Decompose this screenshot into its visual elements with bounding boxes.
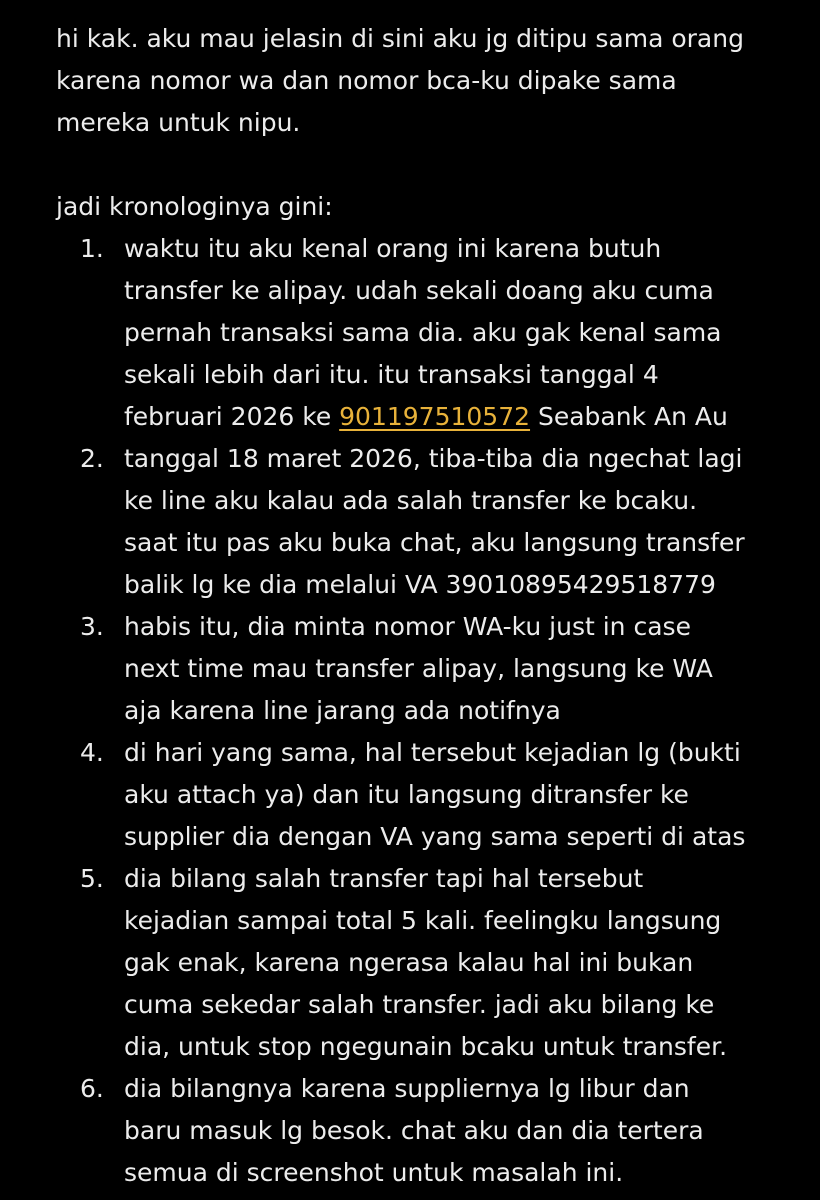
list-item-line: waktu itu aku kenal orang ini karena butuh <box>124 234 662 263</box>
list-item-line: cuma sekedar salah transfer. jadi aku bilang ke <box>124 990 715 1019</box>
list-item-line: ke line aku kalau ada salah transfer ke bcaku. <box>124 486 698 515</box>
list-item-line: kejadian sampai total 5 kali. feelingku langsung <box>124 906 722 935</box>
list-item-line: gak enak, karena ngerasa kalau hal ini bukan <box>124 948 694 977</box>
list-item-line-with-link <box>124 396 796 438</box>
link-prefix-text: februari 2026 ke <box>124 402 340 431</box>
list-item <box>56 228 796 438</box>
list-item-line: dia bilang salah transfer tapi hal tersebut <box>124 864 644 893</box>
intro-line: hi kak. aku mau jelasin di sini aku jg ditipu sama orang <box>56 24 744 53</box>
intro-line: karena nomor wa dan nomor bca-ku dipake sama <box>56 66 677 95</box>
list-item-line: sekali lebih dari itu. itu transaksi tanggal 4 <box>124 360 659 389</box>
intro-paragraph <box>56 18 796 144</box>
list-item-line: habis itu, dia minta nomor WA-ku just in case <box>124 612 691 641</box>
list-item-line: dia bilangnya karena suppliernya lg libur dan <box>124 1074 690 1103</box>
list-item-line: tanggal 18 maret 2026, tiba-tiba dia ngechat lagi <box>124 444 743 473</box>
list-item <box>56 438 796 606</box>
list-item-line: aja karena line jarang ada notifnya <box>124 696 561 725</box>
note-body <box>56 18 796 1194</box>
account-number-link[interactable]: 901197510572 <box>339 402 531 431</box>
list-item-line: saat itu pas aku buka chat, aku langsung transfer <box>124 528 745 557</box>
list-item <box>56 1068 796 1194</box>
list-item-line: pernah transaksi sama dia. aku gak kenal sama <box>124 318 722 347</box>
chronology-heading: jadi kronologinya gini: <box>56 192 333 221</box>
list-item <box>56 732 796 858</box>
list-item-number: 4. <box>80 738 104 767</box>
list-item-line: semua di screenshot untuk masalah ini. <box>124 1158 624 1187</box>
list-item-line: dia, untuk stop ngegunain bcaku untuk transfer. <box>124 1032 728 1061</box>
link-suffix-text: Seabank An Au <box>530 402 728 431</box>
paragraph-gap <box>56 144 796 186</box>
list-item-line: di hari yang sama, hal tersebut kejadian lg (bukti <box>124 738 741 767</box>
list-item-line: aku attach ya) dan itu langsung ditransfer ke <box>124 780 689 809</box>
list-item-number: 6. <box>80 1074 104 1103</box>
list-item-number: 5. <box>80 864 104 893</box>
intro-line: mereka untuk nipu. <box>56 108 301 137</box>
list-item-line: balik lg ke dia melalui VA 39010895429518779 <box>124 570 716 599</box>
list-item-line: baru masuk lg besok. chat aku dan dia tertera <box>124 1116 704 1145</box>
list-item <box>56 858 796 1068</box>
list-item-line: transfer ke alipay. udah sekali doang aku cuma <box>124 276 714 305</box>
list-item-number: 3. <box>80 612 104 641</box>
list-item-number: 1. <box>80 234 104 263</box>
list-item-number: 2. <box>80 444 104 473</box>
list-item-line: supplier dia dengan VA yang sama seperti di atas <box>124 822 746 851</box>
list-item-line: next time mau transfer alipay, langsung ke WA <box>124 654 713 683</box>
chronology-list <box>56 228 796 1194</box>
list-item <box>56 606 796 732</box>
